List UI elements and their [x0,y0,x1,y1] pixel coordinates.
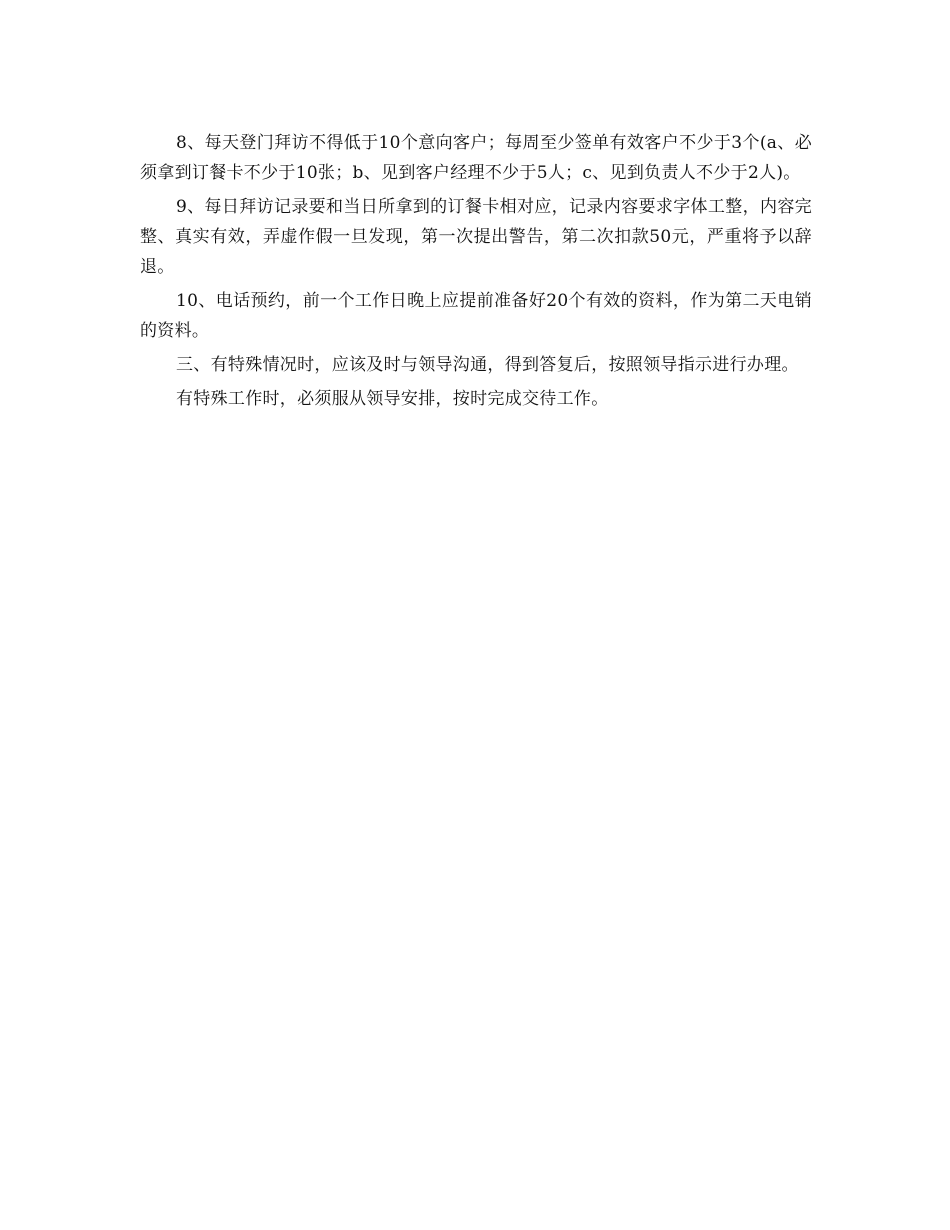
paragraph-item-10: 10、电话预约，前一个工作日晚上应提前准备好20个有效的资料，作为第二天电销的资料。 [140,291,812,341]
paragraph-item-8: 8、每天登门拜访不得低于10个意向客户；每周至少签单有效客户不少于3个(a、必须拿到订餐卡不少于10张；b、见到客户经理不少于5人；c、见到负责人不少于2人)。 [140,133,812,183]
paragraph-closing: 有特殊工作时，必须服从领导安排，按时完成交待工作。 [176,389,609,409]
paragraph-item-9: 9、每日拜访记录要和当日所拿到的订餐卡相对应，记录内容要求字体工整，内容完整、真实有效，弄虚作假一旦发现，第一次提出警告，第二次扣款50元，严重将予以辞退。 [140,197,812,277]
paragraph-section-3: 三、有特殊情况时，应该及时与领导沟通，得到答复后，按照领导指示进行办理。 [176,355,799,375]
document-body [140,128,812,414]
